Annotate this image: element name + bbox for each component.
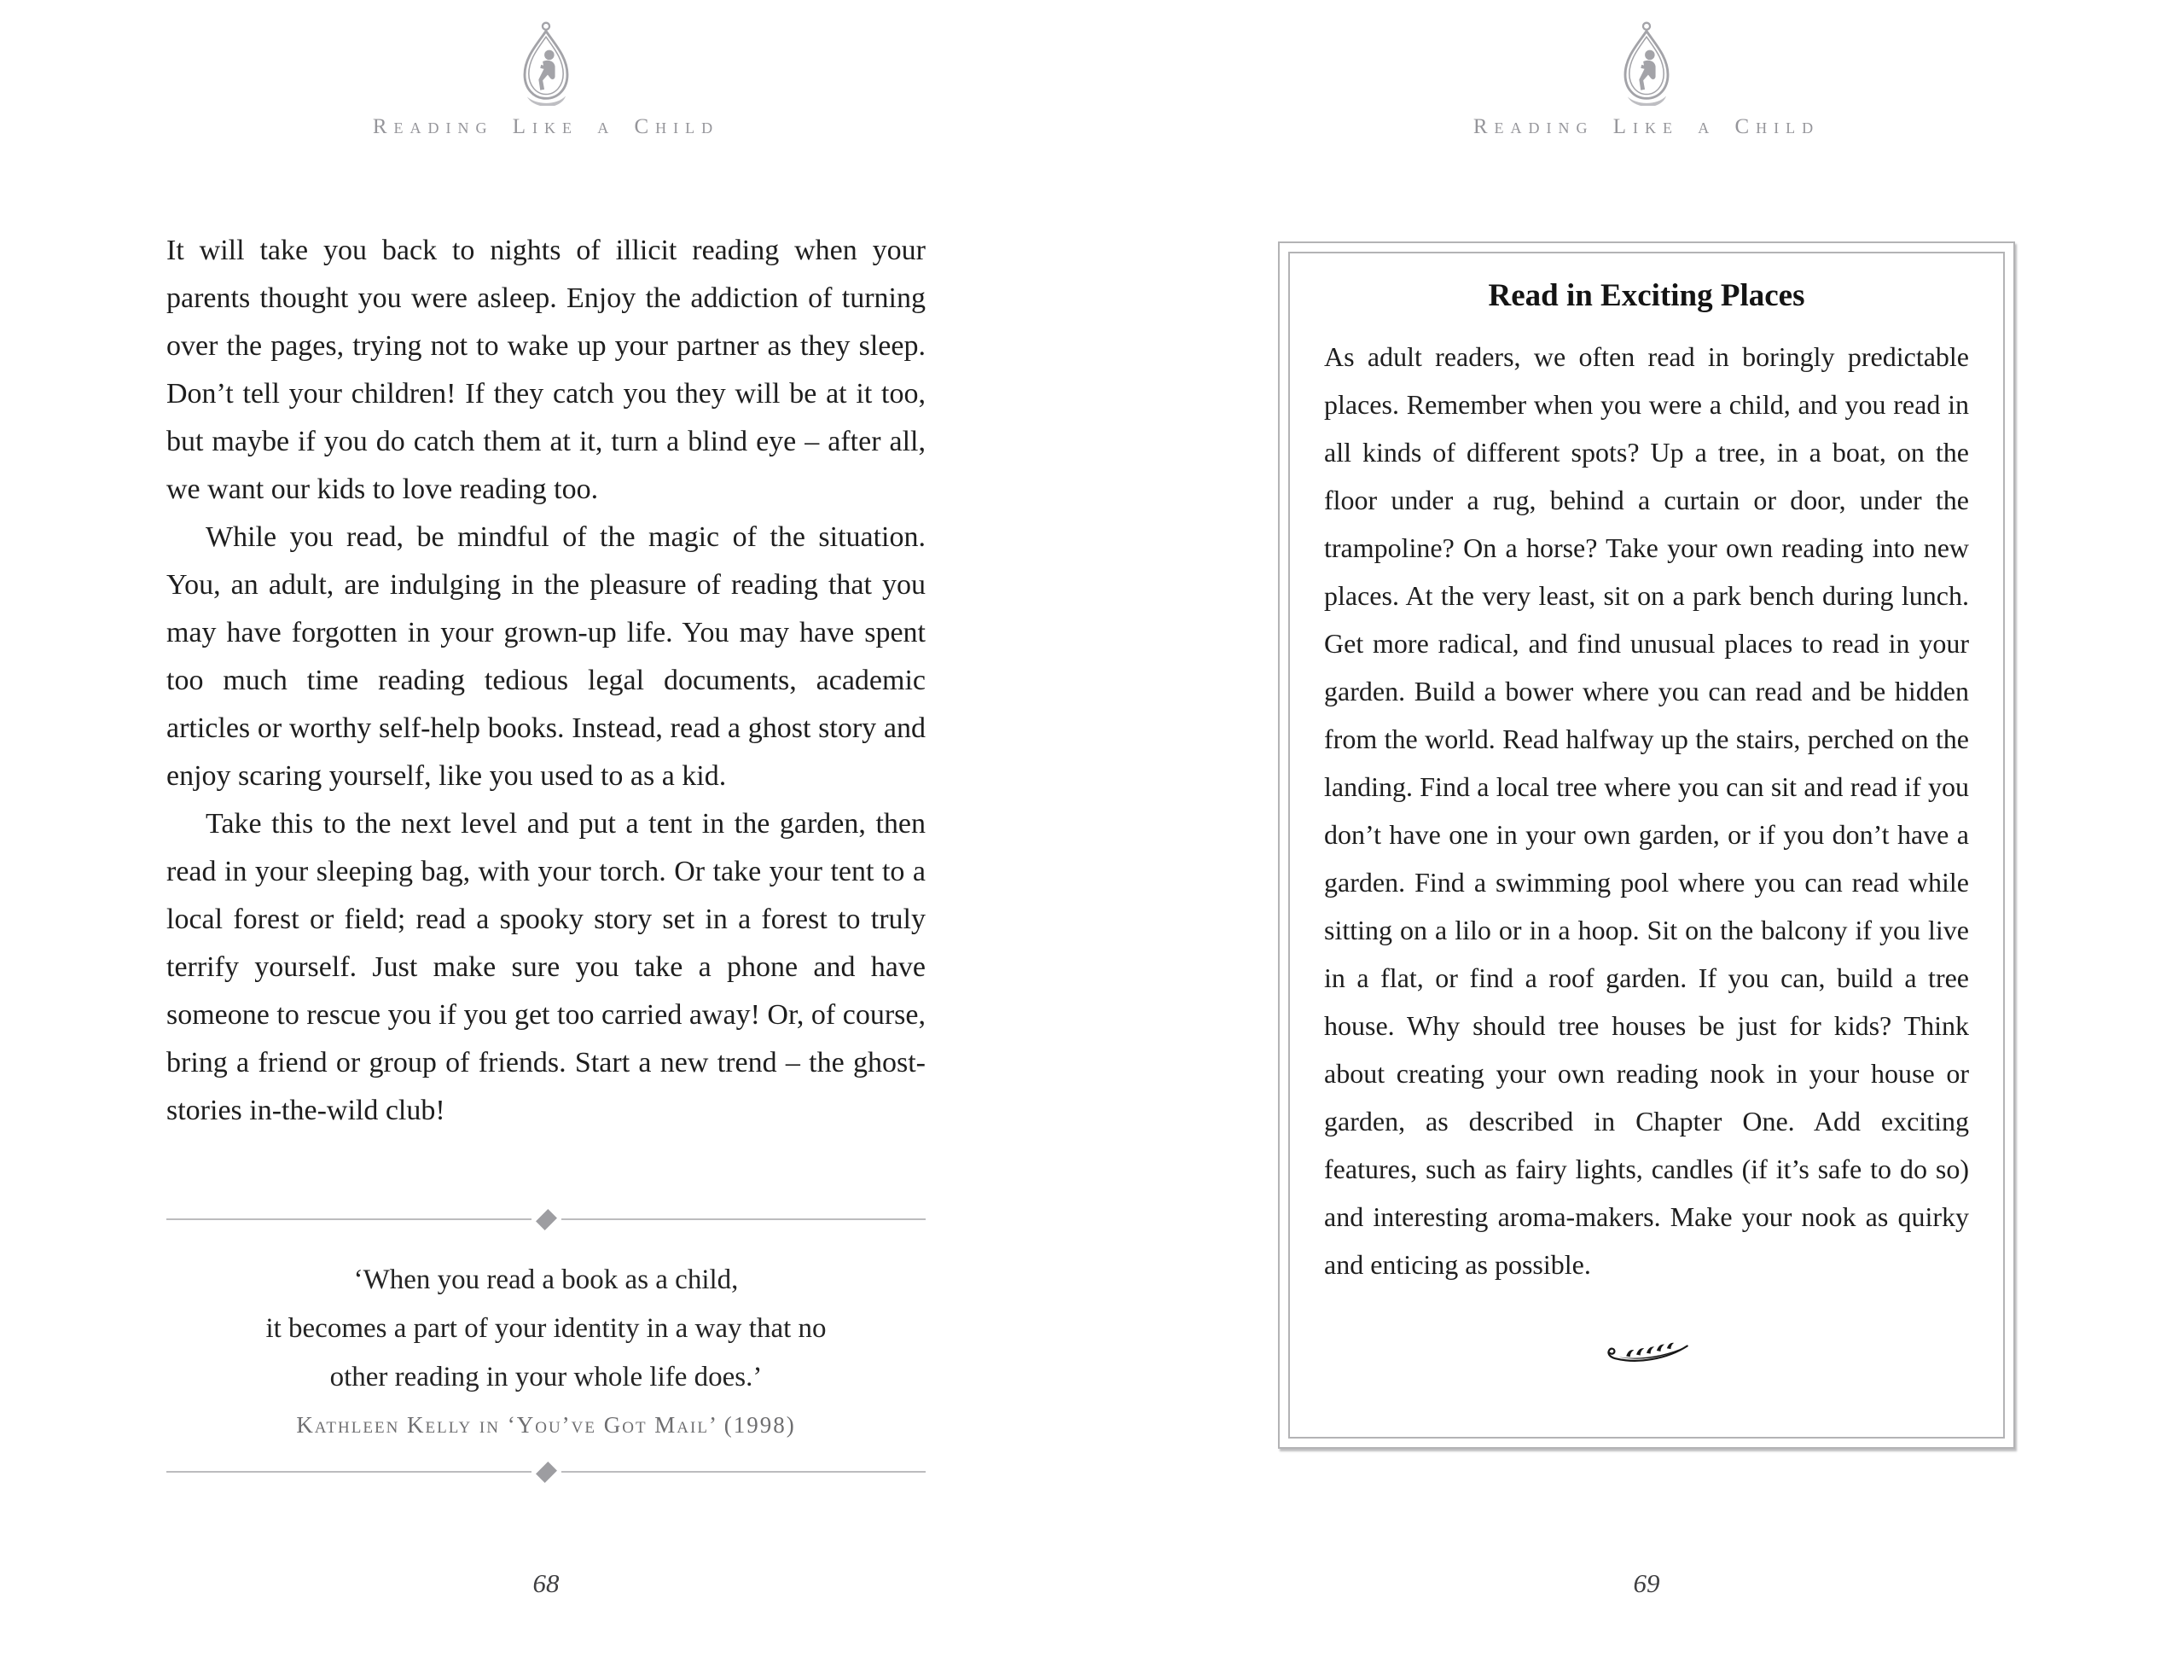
paragraph: While you read, be mindful of the magic of the situation. You, an adult, are indulging in the pleasure of reading that you may have forgotten in your grown-up life. You may have spent too much time reading tedious legal documents, academic articles or worthy self-help books. Instead, read a ghost story and enjoy scaring yourself, like you used to as a kid. [166,521,926,792]
divider-rule [561,1471,926,1473]
quote-line: ‘When you read a book as a child, [353,1264,739,1295]
running-head-title: Reading Like a Child [372,115,720,138]
folio-left: 68 [532,1568,560,1598]
paragraph: It will take you back to nights of illicit reading when your parents thought you were asleep. Enjoy the addiction of turning over the pages, trying not to wake up your partner as they sleep. Don’t tell your children! If they catch you they will be at it too, but maybe if you do catch them at it, turn a blind eye – after all, we want our kids to love reading too. [166,235,926,505]
reading-pod-logo-icon [513,20,579,106]
callout-box [1278,241,2015,1449]
running-head-title: Reading Like a Child [1472,115,1821,138]
body-text [166,227,926,1135]
folio-right: 69 [1633,1568,1660,1598]
section-divider [166,1459,926,1485]
diamond-icon [536,1209,557,1230]
leaf-flourish-icon [1324,1334,1969,1371]
divider-rule [561,1218,926,1220]
diamond-icon [536,1462,557,1483]
callout-box-title: Read in Exciting Places [1488,278,1805,313]
quote-attribution: Kathleen Kelly in ‘You’ve Got Mail’ (1998) [296,1412,796,1438]
divider-rule [166,1471,531,1473]
running-head-left [166,20,926,139]
pull-quote [166,1206,926,1485]
callout-box-body: As adult readers, we often read in boringly predictable places. Remember when you were a child, and you read in all kinds of different spots? Up a tree, in a boat, on the floor under a rug, behind a curtain or door, under the trampoline? On a horse? Take your own reading into new places. At the very least, sit on a park bench during lunch. Get more radical, and find unusual places to read in your garden. Build a bower where you can read and be hidden from the world. Read halfway up the stairs, perched on the landing. Find a local tree where you can sit and read if you don’t have one in your own garden, or if you don’t have a garden. Find a swimming pool where you can read while sitting on a lilo or in a hoop. Sit on the balcony if you live in a flat, or find a roof garden. If you can, build a tree house. Why should tree houses be just for kids? Think about creating your own reading nook in your house or garden, as described in Chapter One. Add exciting features, such as fairy lights, candles (if it’s safe to do so) and interesting aroma-makers. Make your nook as quirky and enticing as possible. [1324,341,1969,1280]
paragraph: Take this to the next level and put a tent in the garden, then read in your sleeping bag, with your torch. Or take your tent to a local forest or field; read a spooky story set in a forest to truly terrify yourself. Just make sure you take a phone and have someone to rescue you if you get too carried away! Or, of course, bring a friend or group of friends. Start a new trend – the ghost-stories in-the-wild club! [166,808,926,1126]
quote-line: it becomes a part of your identity in a way that no [265,1313,827,1344]
quote-text [166,1256,926,1402]
running-head-right [1278,20,2015,139]
callout-box-inner [1288,252,2005,1439]
divider-rule [166,1218,531,1220]
section-divider [166,1206,926,1232]
reading-pod-logo-icon [1613,20,1680,106]
quote-line: other reading in your whole life does.’ [329,1362,763,1392]
page-right [1092,0,2184,1680]
